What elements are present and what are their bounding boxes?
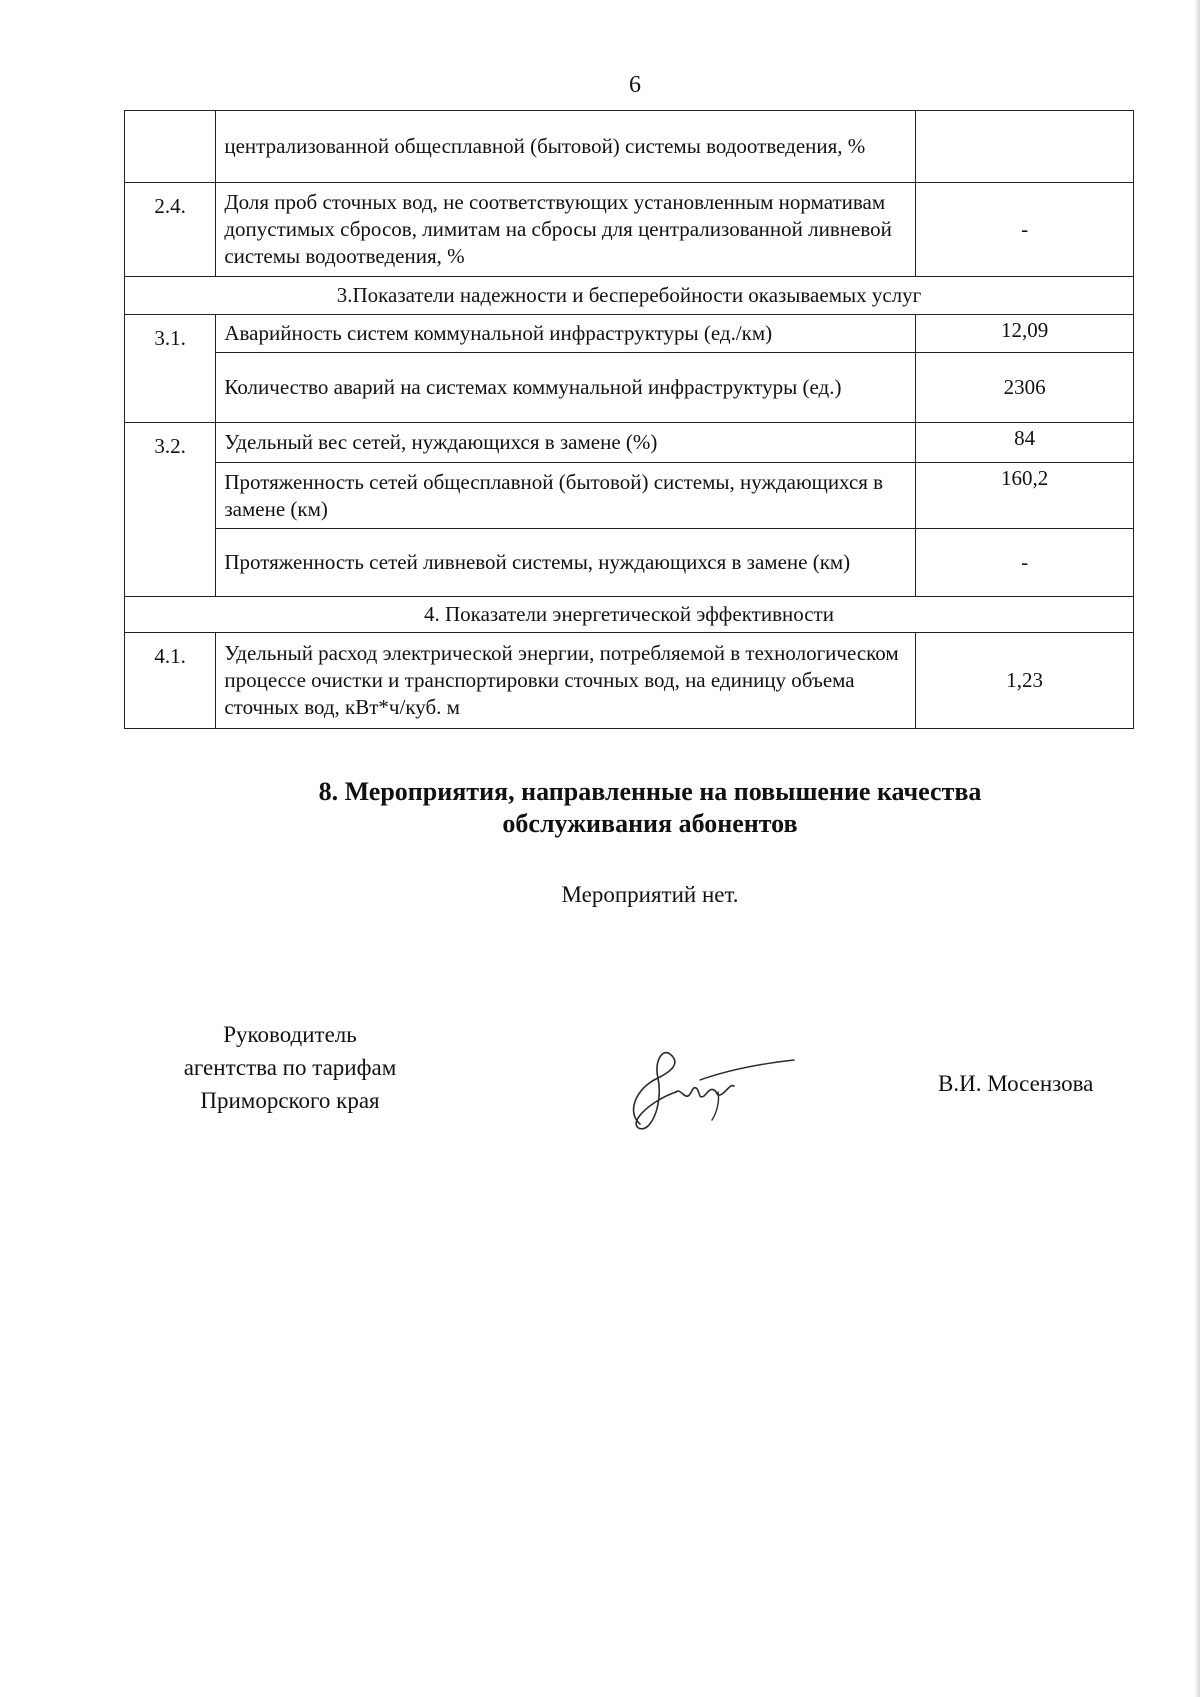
section-8-heading-line2: обслуживания абонентов (502, 809, 798, 838)
table-row (125, 529, 1134, 597)
table-row (125, 111, 1134, 183)
indicator-value-cell: 1,23 (916, 633, 1134, 729)
indicator-name-cell: Количество аварий на системах коммунальной инфраструктуры (ед.) (216, 353, 916, 423)
section-row (125, 597, 1134, 633)
handwritten-signature (618, 1040, 798, 1135)
table-row (125, 633, 1134, 729)
signer-title-line2: агентства по тарифам (183, 1055, 397, 1080)
indicators-table (124, 110, 1134, 729)
table-row (125, 423, 1134, 463)
section-8-heading (180, 776, 1120, 840)
signer-title-line1: Руководитель (223, 1022, 357, 1047)
section-row (125, 277, 1134, 315)
section-title-cell: 3.Показатели надежности и бесперебойности оказываемых услуг (125, 277, 1134, 315)
signer-name: В.И. Мосензова (938, 1071, 1094, 1096)
page-number: 6 (629, 72, 641, 98)
page-edge-shadow (1194, 0, 1200, 1697)
section-8-text: Мероприятий нет. (561, 882, 739, 907)
indicator-name-cell: Протяженность сетей ливневой системы, нуждающихся в замене (км) (216, 529, 916, 597)
indicator-name-cell: Удельный вес сетей, нуждающихся в замене (%) (216, 423, 916, 463)
indicator-value-cell (916, 111, 1134, 183)
table-row (125, 183, 1134, 277)
indicator-value-cell: 84 (916, 423, 1134, 463)
row-number-cell: 3.1. (125, 315, 216, 423)
signer-title (140, 1018, 440, 1117)
table-row (125, 353, 1134, 423)
indicator-name-cell: Доля проб сточных вод, не соответствующих установленным нормативам допустимых сбросов, лимитам на сбросы для централизованной ливневой системы водоотведения, % (216, 183, 916, 277)
indicator-value-cell: 12,09 (916, 315, 1134, 353)
row-number-cell (125, 111, 216, 183)
section-title-cell: 4. Показатели энергетической эффективности (125, 597, 1134, 633)
section-8-heading-line1: 8. Мероприятия, направленные на повышение качества (318, 777, 982, 806)
indicator-value-cell: - (916, 183, 1134, 277)
row-number-cell: 3.2. (125, 423, 216, 597)
row-number-cell: 4.1. (125, 633, 216, 729)
row-number-cell: 2.4. (125, 183, 216, 277)
indicator-name-cell: Аварийность систем коммунальной инфраструктуры (ед./км) (216, 315, 916, 353)
table-row (125, 463, 1134, 529)
indicator-value-cell: - (916, 529, 1134, 597)
indicator-name-cell: централизованной общесплавной (бытовой) системы водоотведения, % (216, 111, 916, 183)
indicator-name-cell: Протяженность сетей общесплавной (бытовой) системы, нуждающихся в замене (км) (216, 463, 916, 529)
signer-title-line3: Приморского края (200, 1088, 380, 1113)
indicator-name-cell: Удельный расход электрической энергии, потребляемой в технологическом процессе очистки и транспортировки сточных вод, на единицу объема сточных вод, кВт*ч/куб. м (216, 633, 916, 729)
indicator-value-cell: 160,2 (916, 463, 1134, 529)
table-row (125, 315, 1134, 353)
indicator-value-cell: 2306 (916, 353, 1134, 423)
